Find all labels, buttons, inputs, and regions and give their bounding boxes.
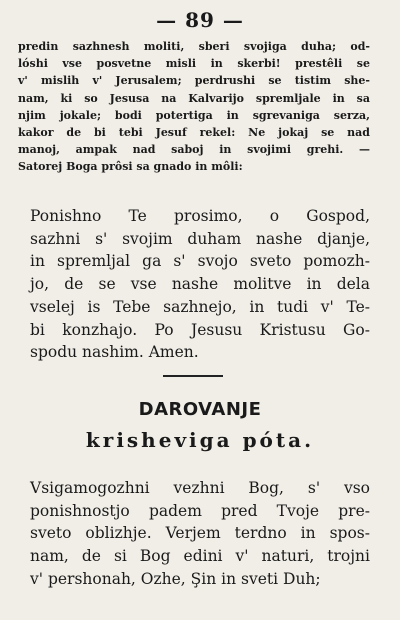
text-line: kakor de bi tebi Jesuf rekel: Ne jokaj se nad bbox=[18, 126, 370, 140]
text-line: sazhni s' svojim duham nashe djanje, bbox=[30, 229, 370, 248]
text-line: jo, de se vse nashe molitve in dela bbox=[30, 275, 370, 294]
section-title: DAROVANJE bbox=[138, 399, 262, 420]
section-divider bbox=[163, 375, 223, 377]
text-line: Vsigamogozhni vezhni Bog, s' vso bbox=[30, 479, 370, 497]
text-line: v' pershonah, Ozhe, Şin in sveti Duh; bbox=[30, 569, 321, 588]
text-line: sveto oblizhje. Verjem terdno in spos- bbox=[30, 524, 370, 543]
text-line: predin sazhnesh moliti, sberi svojiga duha; od- bbox=[18, 40, 370, 53]
text-line: in spremljal ga s' svojo sveto pomozh- bbox=[30, 252, 370, 271]
text-line: spodu nashim. Amen. bbox=[30, 343, 199, 362]
section-subtitle: krisheviga póta. bbox=[85, 428, 315, 452]
text-line: ponishnostjo padem pred Tvoje pre- bbox=[30, 501, 370, 520]
text-line: Satorej Boga prôsi sa gnado in môli: bbox=[18, 160, 243, 174]
text-line: manoj, ampak nad saboj in svojimi grehi. — bbox=[18, 143, 370, 157]
prayer-paragraph bbox=[30, 205, 370, 364]
text-line: nam, de si Bog edini v' naturi, trojni bbox=[30, 547, 370, 566]
text-line: nam, ki so Jesusa na Kalvarijo spremljale in sa bbox=[18, 91, 370, 105]
text-line: Ponishno Te prosimo, o Gospod, bbox=[30, 207, 370, 225]
intro-paragraph bbox=[18, 38, 370, 176]
text-line: vselej is Tebe sazhnejo, in tudi v' Te- bbox=[30, 297, 370, 316]
offering-paragraph bbox=[30, 477, 370, 591]
text-line: bi konzhajo. Po Jesusu Kristusu Go- bbox=[30, 320, 370, 339]
page-number: — 89 — bbox=[156, 8, 244, 32]
text-line: lóshi vse posvetne misli in skerbi! prestêli se bbox=[18, 57, 370, 71]
text-line: njim jokale; bodi potertiga in sgrevaniga serza, bbox=[18, 108, 370, 122]
text-line: v' mislih v' Jerusalem; perdrushi se tistim she- bbox=[18, 74, 370, 88]
